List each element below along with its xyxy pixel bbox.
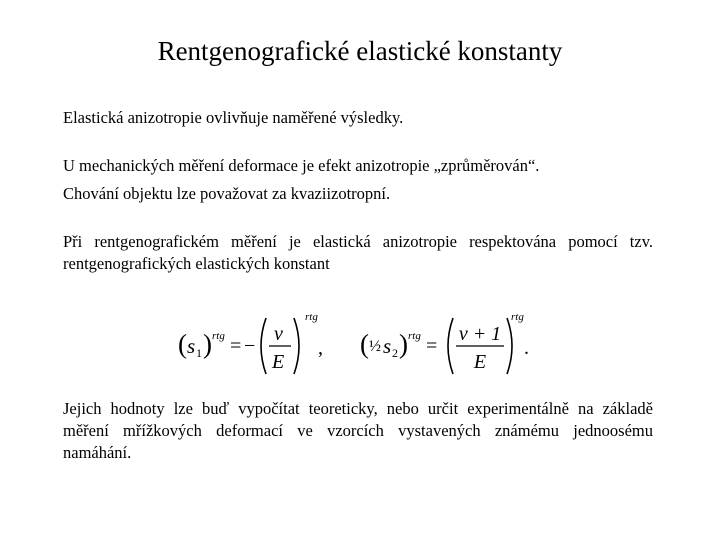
elastic-constants-formula <box>170 306 540 386</box>
lhs-half: ½ <box>369 338 381 355</box>
lhs-superscript: rtg <box>212 330 225 342</box>
equals-sign: = <box>426 335 438 357</box>
lhs-symbol: s <box>187 334 196 358</box>
equals-sign: = <box>230 335 242 357</box>
lhs-superscript: rtg <box>408 330 421 342</box>
numerator: ν <box>274 323 283 345</box>
lhs-open-paren: ( <box>178 329 187 359</box>
rhs-open-paren <box>261 318 266 374</box>
paragraph-mechanical: U mechanických měření deformace je efekt anizotropie „zprůměrován“. <box>63 156 540 175</box>
rhs-close-paren <box>507 318 512 374</box>
denominator: E <box>272 351 285 373</box>
rhs-open-paren <box>448 318 453 374</box>
separator: . <box>524 337 529 359</box>
paragraph-xray-measurement: Při rentgenografickém měření je elastická anizotropie respektována pomocí tzv. rentgenografických elastických konstant <box>63 232 653 273</box>
lhs-open-paren: ( <box>360 329 369 359</box>
rhs-close-paren <box>294 318 299 374</box>
rhs-superscript: rtg <box>511 311 524 323</box>
paragraph-quasi-isotropic: Chování objektu lze považovat za kvaziizotropní. <box>63 184 391 203</box>
lhs-subscript: 1 <box>196 346 202 360</box>
numerator: ν + 1 <box>458 323 502 345</box>
formula-half-s2 <box>360 311 529 374</box>
slide-title: Rentgenografické elastické konstanty <box>157 36 563 66</box>
lhs-subscript: 2 <box>392 346 398 360</box>
lhs-close-paren: ) <box>399 329 408 359</box>
minus-sign: − <box>244 335 256 357</box>
lhs-close-paren: ) <box>203 329 212 359</box>
formula-s1 <box>178 311 323 374</box>
denominator: E <box>473 351 487 373</box>
paragraph-determination: Jejich hodnoty lze buď vypočítat teoreticky, nebo určit experimentálně na základě měření mřížkových deformací ve vzorcích vystavených známému jednoosému namáhání. <box>63 399 653 462</box>
paragraph-anisotropy: Elastická anizotropie ovlivňuje naměřené výsledky. <box>63 108 404 127</box>
lhs-symbol: s <box>383 334 392 358</box>
rhs-superscript: rtg <box>305 311 318 323</box>
separator: , <box>318 337 323 359</box>
